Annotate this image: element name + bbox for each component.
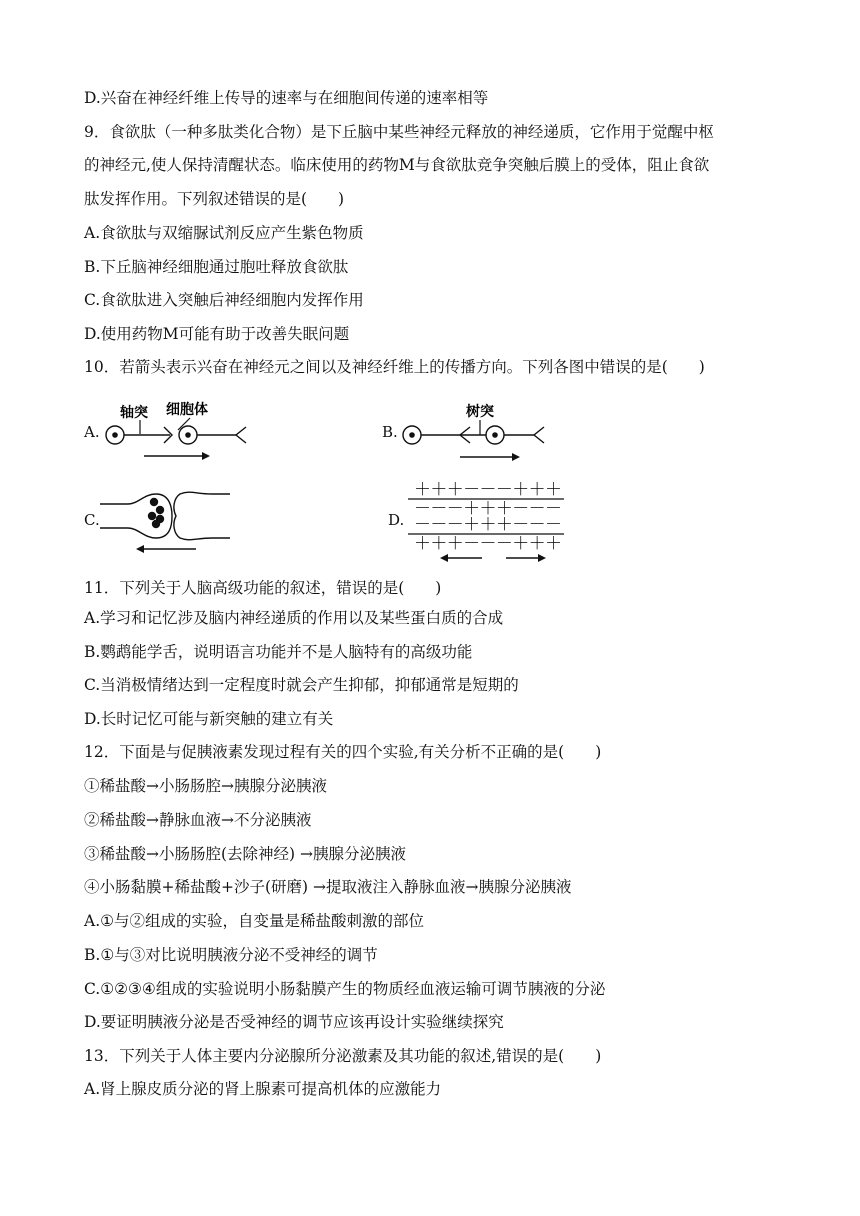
q9-option-c: C.食欲肽进入突触后神经细胞内发挥作用 — [84, 291, 364, 309]
q12-experiment-4: ④小肠黏膜+稀盐酸+沙子(研磨) →提取液注入静脉血液→胰腺分泌胰液 — [84, 878, 572, 896]
fig-d-charge-row2: －－－＋＋＋－－－ — [414, 499, 562, 519]
fig-a-label: A. — [84, 423, 100, 441]
fig-b-diagram — [398, 398, 548, 466]
fig-d-charge-row3: －－－＋＋＋－－－ — [414, 515, 562, 535]
q12-experiment-3: ③稀盐酸→小肠肠腔(去除神经) →胰腺分泌胰液 — [84, 845, 406, 863]
q11-option-c: C.当消极情绪达到一定程度时就会产生抑郁，抑郁通常是短期的 — [84, 676, 519, 694]
fig-d-label: D. — [388, 511, 405, 529]
q12-experiment-2: ②稀盐酸→静脉血液→不分泌胰液 — [84, 811, 312, 829]
fig-a-soma-label: 细胞体 — [166, 402, 208, 418]
q8-option-d: D.兴奋在神经纤维上传导的速率与在细胞间传递的速率相等 — [84, 89, 489, 107]
fig-a-axon-label: 轴突 — [120, 405, 148, 421]
fig-c-label: C. — [84, 511, 100, 529]
fig-b-dendrite-label: 树突 — [466, 404, 494, 420]
q12-option-b: B.①与③对比说明胰液分泌不受神经的调节 — [84, 946, 378, 964]
q9-option-d: D.使用药物M可能有助于改善失眠问题 — [84, 325, 350, 343]
fig-d-membrane — [406, 478, 566, 566]
q11-option-b: B.鹦鹉能学舌，说明语言功能并不是人脑特有的高级功能 — [84, 643, 473, 661]
q13-option-a: A.肾上腺皮质分泌的肾上腺素可提高机体的应激能力 — [84, 1080, 442, 1098]
q11-option-a: A.学习和记忆涉及脑内神经递质的作用以及某些蛋白质的合成 — [84, 609, 504, 627]
q9-option-b: B.下丘脑神经细胞通过胞吐释放食欲肽 — [84, 258, 349, 276]
q12-option-c: C.①②③④组成的实验说明小肠黏膜产生的物质经血液运输可调节胰液的分泌 — [84, 980, 606, 998]
q13-stem: 13．下列关于人体主要内分泌腺所分泌激素及其功能的叙述,错误的是( ) — [84, 1047, 602, 1065]
fig-c-synapse — [100, 488, 240, 558]
q11-stem: 11．下列关于人脑高级功能的叙述，错误的是( ) — [84, 579, 442, 597]
q9-option-a: A.食欲肽与双缩脲试剂反应产生紫色物质 — [84, 224, 364, 242]
fig-d-charge-row4: ＋＋＋－－－＋＋＋ — [414, 534, 562, 554]
q9-stem-line2: 的神经元,使人保持清醒状态。临床使用的药物M与食欲肽竞争突触后膜上的受体，阻止食欲 — [84, 156, 710, 174]
q12-option-a: A.①与②组成的实验，自变量是稀盐酸刺激的部位 — [84, 912, 425, 930]
q12-stem: 12．下面是与促胰液素发现过程有关的四个实验,有关分析不正确的是( ) — [84, 743, 602, 761]
q12-option-d: D.要证明胰液分泌是否受神经的调节应该再设计实验继续探究 — [84, 1013, 504, 1031]
q10-stem: 10．若箭头表示兴奋在神经元之间以及神经纤维上的传播方向。下列各图中错误的是( ) — [84, 358, 705, 376]
fig-a-diagram — [100, 396, 250, 466]
fig-d-charge-row1: ＋＋＋－－－＋＋＋ — [414, 480, 562, 500]
q11-option-d: D.长时记忆可能与新突触的建立有关 — [84, 710, 334, 728]
q9-stem-line3: 肽发挥作用。下列叙述错误的是( ) — [84, 190, 345, 208]
q12-experiment-1: ①稀盐酸→小肠肠腔→胰腺分泌胰液 — [84, 777, 327, 795]
q9-stem-line1: 9．食欲肽（一种多肽类化合物）是下丘脑中某些神经元释放的神经递质，它作用于觉醒中枢 — [84, 123, 714, 141]
fig-b-label: B. — [382, 423, 398, 441]
